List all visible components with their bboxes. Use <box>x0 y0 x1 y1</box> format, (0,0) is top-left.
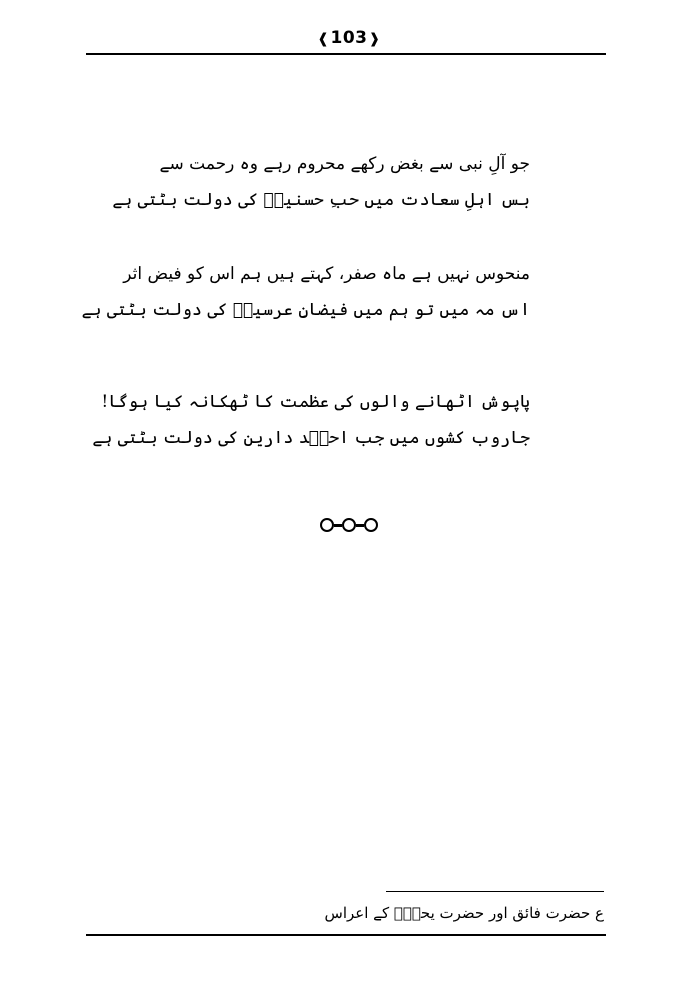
verse-line: جاروب کشوں میں جب احمؔد دارین کی دولت بٹتی ہے <box>92 428 530 448</box>
separator-ring-icon <box>320 518 334 532</box>
stanza-3 <box>92 384 530 456</box>
header-rule <box>86 53 606 55</box>
verse-line: جو آلِ نبی سے بغض رکھے محروم رہے وہ رحمت سے <box>159 154 530 174</box>
page-header <box>0 28 698 48</box>
section-separator-icon <box>0 518 698 532</box>
separator-link <box>334 524 342 527</box>
footnote <box>324 900 604 926</box>
separator-link <box>356 524 364 527</box>
verse-line: پاپوش اٹھانے والوں کی عظمت کا ٹھکانہ کیا ہوگا! <box>101 392 530 412</box>
footnote-marker: ع <box>595 904 604 922</box>
left-ornament-icon: ❰ <box>317 31 330 47</box>
verse-line: بس اہلِ سعادت میں حبِ حسنینؓ کی دولت بٹتی ہے <box>112 190 530 210</box>
verse-line: منحوس نہیں ہے ماہ صفر، کہتے ہیں ہم اس کو فیض اثر <box>123 264 530 284</box>
stanza-1 <box>112 146 530 218</box>
separator-ring-icon <box>364 518 378 532</box>
page-number-text: 103 <box>330 28 368 48</box>
verse-line: اس مہ میں تو ہم میں فیضانِ عرسینؔ کی دولت بٹتی ہے <box>81 300 530 320</box>
page-number <box>316 28 381 48</box>
footer-rule <box>86 934 606 936</box>
footnote-rule <box>386 891 604 892</box>
stanza-2 <box>81 256 530 328</box>
right-ornament-icon: ❱ <box>368 31 381 47</box>
separator-ring-icon <box>342 518 356 532</box>
footnote-text: حضرت فائق اور حضرت یحیٰؒ کے اعراس <box>324 904 591 922</box>
